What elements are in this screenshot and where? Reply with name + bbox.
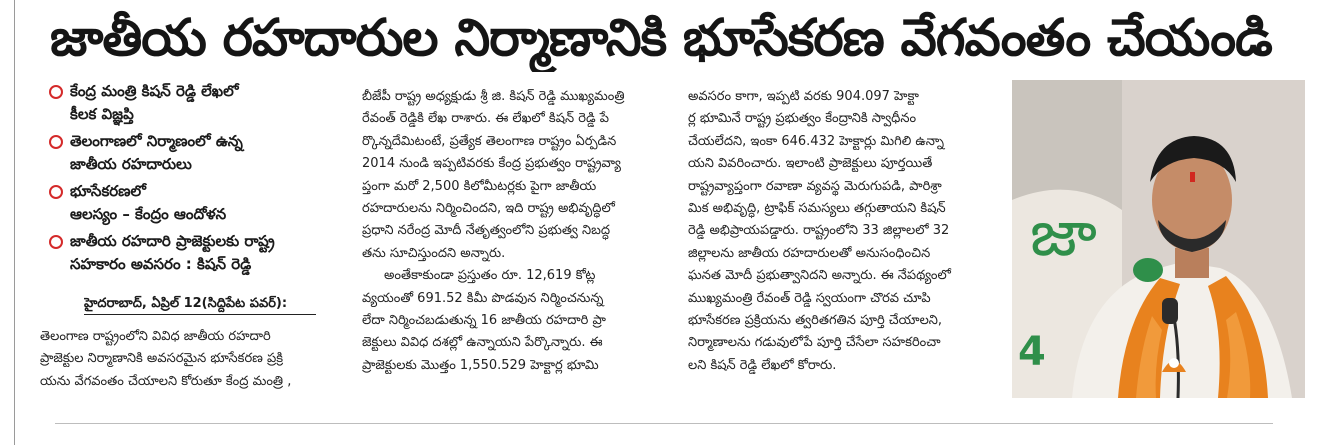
highlight-item (46, 80, 346, 126)
dateline: హైదరాబాద్, ఏప్రిల్ 12(సిద్దిపేట పవర్): (84, 294, 316, 315)
highlight-item (46, 130, 346, 176)
article-line: ముఖ్యమంత్రి రేవంత్ రెడ్డి స్వయంగా చొరవ చూపి (688, 290, 931, 306)
highlight-line: సహకారం అవసరం : కిషన్ రెడ్డి (70, 255, 252, 273)
article-line: మిక అభివృద్ధి, ట్రాఫిక్ సమస్యలు తగ్గుతాయని కిషన్ (688, 201, 946, 217)
article-line: ప్తంగా మరో 2,500 కిలోమీటర్లకు పైగా జాతీయ (362, 178, 597, 194)
article-line: ర్కొన్నదేమిటంటే, ప్రత్యేక తెలంగాణ రాష్ట్రం ఏర్పడిన (362, 133, 617, 149)
bullet-circle-icon (49, 235, 63, 249)
bottom-divider (55, 423, 1273, 424)
column-divider-left (14, 0, 15, 445)
backdrop-text-2: 4 (1018, 329, 1046, 375)
article-line: ప్రాజెక్టులకు మొత్తం 1,550.529 హెక్టార్ల భూమి (362, 357, 599, 373)
article-column-2 (362, 86, 670, 377)
article-line: ప్రధాని నరేంద్ర మోదీ నేతృత్వంలోని ప్రభుత్వ నిబద్ధ (362, 223, 611, 239)
highlight-line: కేంద్ర మంత్రి కిషన్ రెడ్డి లేఖలో (70, 82, 239, 100)
headline: జాతీయ రహదారుల నిర్మాణానికి భూసేకరణ వేగవంతం చేయండి (50, 9, 1272, 68)
highlight-line: జాతీయ రహదారి ప్రాజెక్టులకు రాష్ట్ర (70, 232, 275, 250)
bullet-circle-icon (49, 135, 63, 149)
article-line: యని వివరించారు. ఇలాంటి ప్రాజెక్టులు పూర్తయితే (688, 156, 933, 172)
article-line: రాష్ట్రవ్యాప్తంగా రవాణా వ్యవస్థ మెరుగుపడి, పారిశ్రా (688, 178, 942, 194)
highlight-line: భూసేకరణలో (70, 182, 146, 200)
article-line: ప్రాజెక్టుల నిర్మాణానికి అవసరమైన భూసేకరణ ప్రక్రి (40, 351, 284, 367)
article-line: ఘనత మోదీ ప్రభుత్వానిదని అన్నారు. ఈ నేపథ్యంలో (688, 268, 951, 284)
article-line: భూసేకరణ ప్రక్రియను త్వరితగతిన పూర్తి చేయాలని, (688, 313, 943, 329)
article-line: వ్యయంతో 691.52 కిమీ పొడవున నిర్మించనున్న (362, 290, 604, 306)
article-line: ర్ల భూమినే రాష్ట్ర ప్రభుత్వం కేంద్రానికి స్వాధీనం (688, 111, 917, 127)
article-column-3 (688, 86, 1000, 377)
article-line: బీజేపీ రాష్ట్ర అధ్యక్షుడు శ్రీ జి. కిషన్ రెడ్డి ముఖ్యమంత్రి (362, 89, 625, 104)
highlight-line: జాతీయ రహదారులు (70, 155, 192, 173)
highlight-item (46, 180, 346, 226)
news-photo (1012, 80, 1305, 398)
highlight-line: కీలక విజ్ఞప్తి (70, 105, 134, 123)
highlight-line: ఆలస్యం – కేంద్రం ఆందోళన (70, 205, 227, 223)
article-line: జిల్లాలను జాతీయ రహదారులతో అనుసంధించిన (688, 245, 931, 261)
article-line: నిర్మాణాలను గడువులోపే పూర్తి చేసేలా సహకరించా (688, 335, 941, 351)
article-line: రెడ్డి అభిప్రాయపడ్డారు. రాష్ట్రంలోని 33 జిల్లాలలో 32 (688, 223, 950, 239)
article-line: చేయలేదని, ఇంకా 646.432 హెక్టార్లు మిగిలి ఉన్నా (688, 133, 944, 149)
article-line: రేవంత్ రెడ్డికి లేఖ రాశారు. ఈ లేఖలో కిషన్ రెడ్డి పే (362, 111, 609, 127)
highlights-list (46, 80, 346, 280)
photo-illustration (1012, 80, 1305, 398)
highlight-item (46, 230, 346, 276)
article-line: రహదారులను నిర్మించిందని, ఇది రాష్ట్ర అభివృద్ధిలో (362, 201, 615, 217)
article-line: లేదా నిర్మించబడుతున్న 16 జాతీయ రహదారి ప్రా (362, 313, 606, 329)
highlight-line: తెలంగాణలో నిర్మాణంలో ఉన్న (70, 132, 243, 150)
article-line: అవసరం కాగా, ఇప్పటి వరకు 904.097 హెక్టా (688, 89, 919, 104)
article-line: జెక్టులు వివిధ దశల్లో ఉన్నాయని పేర్కొన్నారు. ఈ (362, 335, 603, 351)
article-line: లని కిషన్ రెడ్డి లేఖలో కోరారు. (688, 357, 837, 373)
article-line: తెలంగాణ రాష్ట్రంలోని వివిధ జాతీయ రహదారి (40, 329, 271, 344)
article-line: 2014 నుండి ఇప్పటివరకు కేంద్ర ప్రభుత్వం రాష్ట్రవ్యా (362, 156, 622, 172)
article-line: తను సూచిస్తుందని అన్నారు. (362, 245, 506, 261)
bullet-circle-icon (49, 185, 63, 199)
bullet-circle-icon (49, 85, 63, 99)
article-line: యను వేగవంతం చేయాలని కోరుతూ కేంద్ర మంత్రి , (40, 373, 292, 389)
article-column-1 (40, 326, 352, 393)
article-line: అంతేకాకుండా ప్రస్తుతం రూ. 12,619 కోట్ల (384, 268, 596, 284)
backdrop-text: జా (1030, 197, 1097, 271)
